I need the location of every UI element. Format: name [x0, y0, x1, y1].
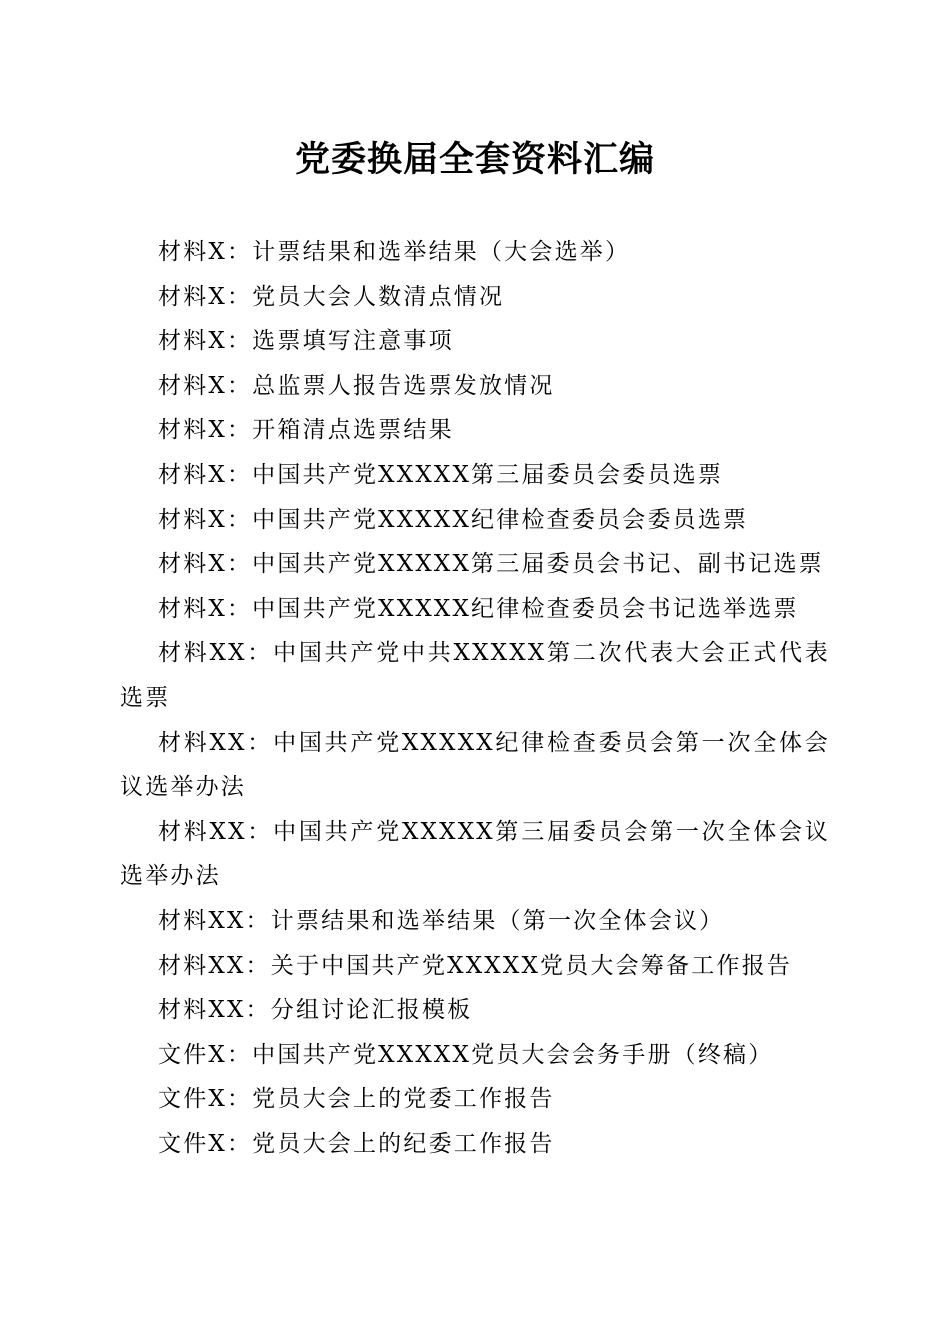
list-item: 材料X：中国共产党XXXXX第三届委员会委员选票 — [158, 461, 724, 488]
list-item: 文件X：中国共产党XXXXX党员大会会务手册（终稿） — [158, 1041, 774, 1068]
list-item: 材料XX：计票结果和选举结果（第一次全体会议） — [158, 907, 725, 934]
list-item: 材料X：开箱清点选票结果 — [158, 417, 454, 444]
list-item: 材料X：计票结果和选举结果（大会选举） — [158, 239, 631, 265]
list-item: 材料XX：关于中国共产党XXXXX党员大会筹备工作报告 — [158, 952, 793, 979]
list-item: 材料X：选票填写注意事项 — [158, 328, 454, 355]
list-item: 材料XX：中国共产党XXXXX第三届委员会第一次全体会议选举办法 — [120, 818, 830, 890]
list-item: 材料XX：中国共产党中共XXXXX第二次代表大会正式代表选票 — [120, 640, 830, 711]
list-item: 材料X：总监票人报告选票发放情况 — [158, 372, 555, 399]
list-item: 材料X：党员大会人数清点情况 — [158, 283, 505, 310]
list-item: 文件X：党员大会上的党委工作报告 — [158, 1086, 555, 1113]
materials-list — [120, 230, 830, 1166]
list-item: 文件X：党员大会上的纪委工作报告 — [158, 1130, 555, 1157]
list-item: 材料XX：分组讨论汇报模板 — [158, 997, 473, 1024]
list-item: 材料X：中国共产党XXXXX第三届委员会书记、副书记选票 — [158, 551, 824, 578]
list-item: 材料X：中国共产党XXXXX纪律检查委员会委员选票 — [158, 506, 749, 533]
list-item: 材料XX：中国共产党XXXXX纪律检查委员会第一次全体会议选举办法 — [120, 729, 830, 801]
list-item: 材料X：中国共产党XXXXX纪律检查委员会书记选举选票 — [158, 595, 799, 622]
document-title: 党委换届全套资料汇编 — [294, 139, 655, 180]
